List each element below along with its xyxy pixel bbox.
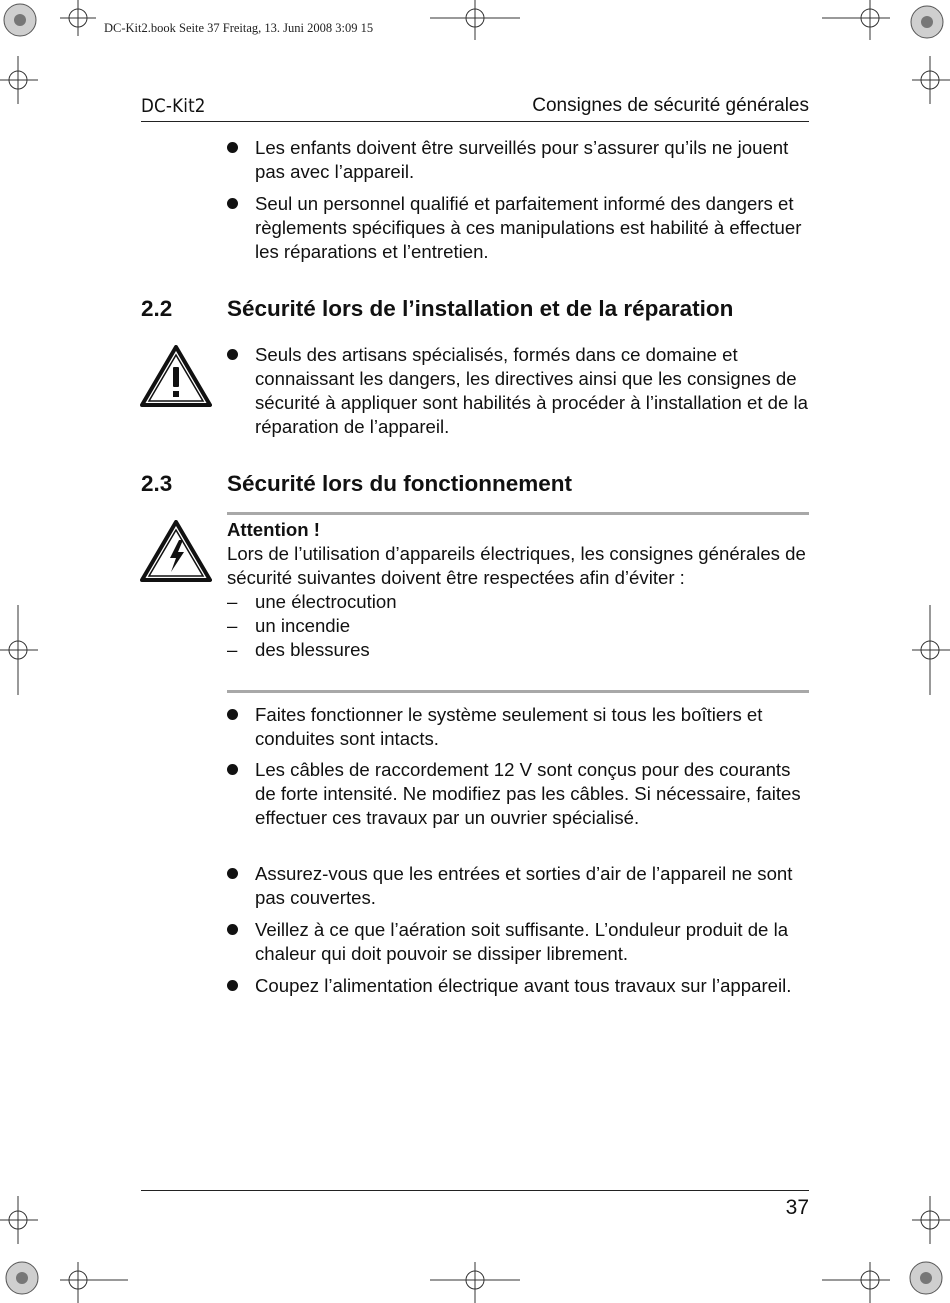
crosshair-right-1 xyxy=(912,56,950,104)
dash-list-item xyxy=(227,638,809,662)
bullet-icon xyxy=(227,980,238,991)
dash-list-item xyxy=(227,614,809,638)
list-item xyxy=(227,343,809,439)
attention-top-rule xyxy=(227,512,809,515)
warning-exclamation-icon xyxy=(140,345,212,407)
list-item-text: Les enfants doivent être surveillés pour s’assurer qu’ils ne jouent pas avec l’appareil. xyxy=(255,137,789,182)
header-product-name: DC-Kit2 xyxy=(141,95,206,117)
list-item xyxy=(227,136,809,184)
crosshair-top-1 xyxy=(60,0,96,36)
list-item xyxy=(227,758,809,830)
list-item-text: Seuls des artisans spécialisés, formés dans ce domaine et connaissant les dangers, les directives ainsi que les consignes de sécurité à appliquer sont habilités à procéder à l’installation et de la réparation de l’appareil. xyxy=(255,344,808,437)
page-number: 37 xyxy=(785,1196,809,1219)
crosshair-top-3 xyxy=(822,0,890,40)
dash-marker: – xyxy=(227,639,238,660)
dash-item-text: une électrocution xyxy=(255,591,397,612)
header-rule xyxy=(141,121,809,122)
section-number: 2.2 xyxy=(141,296,173,321)
crosshair-bottom-1 xyxy=(60,1262,128,1303)
print-info: DC-Kit2.book Seite 37 Freitag, 13. Juni 2008 3:09 15 xyxy=(104,21,374,35)
crosshair-left-1 xyxy=(0,56,38,104)
bullet-icon xyxy=(227,142,238,153)
dash-item-text: des blessures xyxy=(255,639,370,660)
list-item-text: Les câbles de raccordement 12 V sont conçus pour des courants de forte intensité. Ne modifiez pas les câbles. Si nécessaire, faites effectuer ces travaux par un ouvrier spécialisé. xyxy=(255,759,801,828)
crosshair-bottom-3 xyxy=(822,1262,890,1303)
footer-rule xyxy=(141,1190,809,1191)
dash-list-item xyxy=(227,590,809,614)
bullet-icon xyxy=(227,198,238,209)
bullet-icon xyxy=(227,709,238,720)
crosshair-top-2 xyxy=(430,0,520,40)
crosshair-bottom-2 xyxy=(430,1262,520,1303)
attention-text: Lors de l’utilisation d’appareils électriques, les consignes générales de sécurité suivantes doivent être respectées afin d’éviter : xyxy=(227,543,806,588)
registration-rosette-top-right xyxy=(911,6,943,38)
list-item-text: Assurez-vous que les entrées et sorties d’air de l’appareil ne sont pas couvertes. xyxy=(255,863,793,908)
bullet-icon xyxy=(227,349,238,360)
warning-electrical-icon xyxy=(140,520,212,582)
dash-marker: – xyxy=(227,615,238,636)
list-item xyxy=(227,918,809,966)
list-item-text: Coupez l’alimentation électrique avant tous travaux sur l’appareil. xyxy=(255,975,792,996)
list-item xyxy=(227,974,809,998)
crosshair-right-3 xyxy=(912,1196,950,1244)
section-number: 2.3 xyxy=(141,471,173,496)
list-item-text: Seul un personnel qualifié et parfaitement informé des dangers et règlements spécifiques à ces manipulations est habilité à effectuer les réparations et l’entretien. xyxy=(255,193,802,262)
attention-bottom-rule xyxy=(227,690,809,693)
bullet-icon xyxy=(227,868,238,879)
bullet-icon xyxy=(227,924,238,935)
dash-marker: – xyxy=(227,591,238,612)
crosshair-left-2 xyxy=(0,605,38,695)
section-title: Sécurité lors du fonctionnement xyxy=(227,471,573,496)
dash-item-text: un incendie xyxy=(255,615,351,636)
crosshair-left-3 xyxy=(0,1196,38,1244)
list-item-text: Faites fonctionner le système seulement si tous les boîtiers et conduites sont intacts. xyxy=(255,704,763,749)
bullet-icon xyxy=(227,764,238,775)
registration-rosette-bottom-left xyxy=(6,1262,38,1294)
list-item xyxy=(227,703,809,751)
list-item-text: Veillez à ce que l’aération soit suffisante. L’onduleur produit de la chaleur qui doit pouvoir se dissiper librement. xyxy=(255,919,789,964)
list-item xyxy=(227,862,809,910)
attention-box xyxy=(227,518,809,662)
crosshair-right-2 xyxy=(912,605,950,695)
registration-rosette-bottom-right xyxy=(910,1262,942,1294)
registration-rosette-top-left xyxy=(4,4,36,36)
header-chapter-title: Consignes de sécurité générales xyxy=(532,95,809,116)
list-item xyxy=(227,192,809,264)
section-title: Sécurité lors de l’installation et de la réparation xyxy=(227,296,734,321)
attention-title: Attention ! xyxy=(227,519,320,540)
